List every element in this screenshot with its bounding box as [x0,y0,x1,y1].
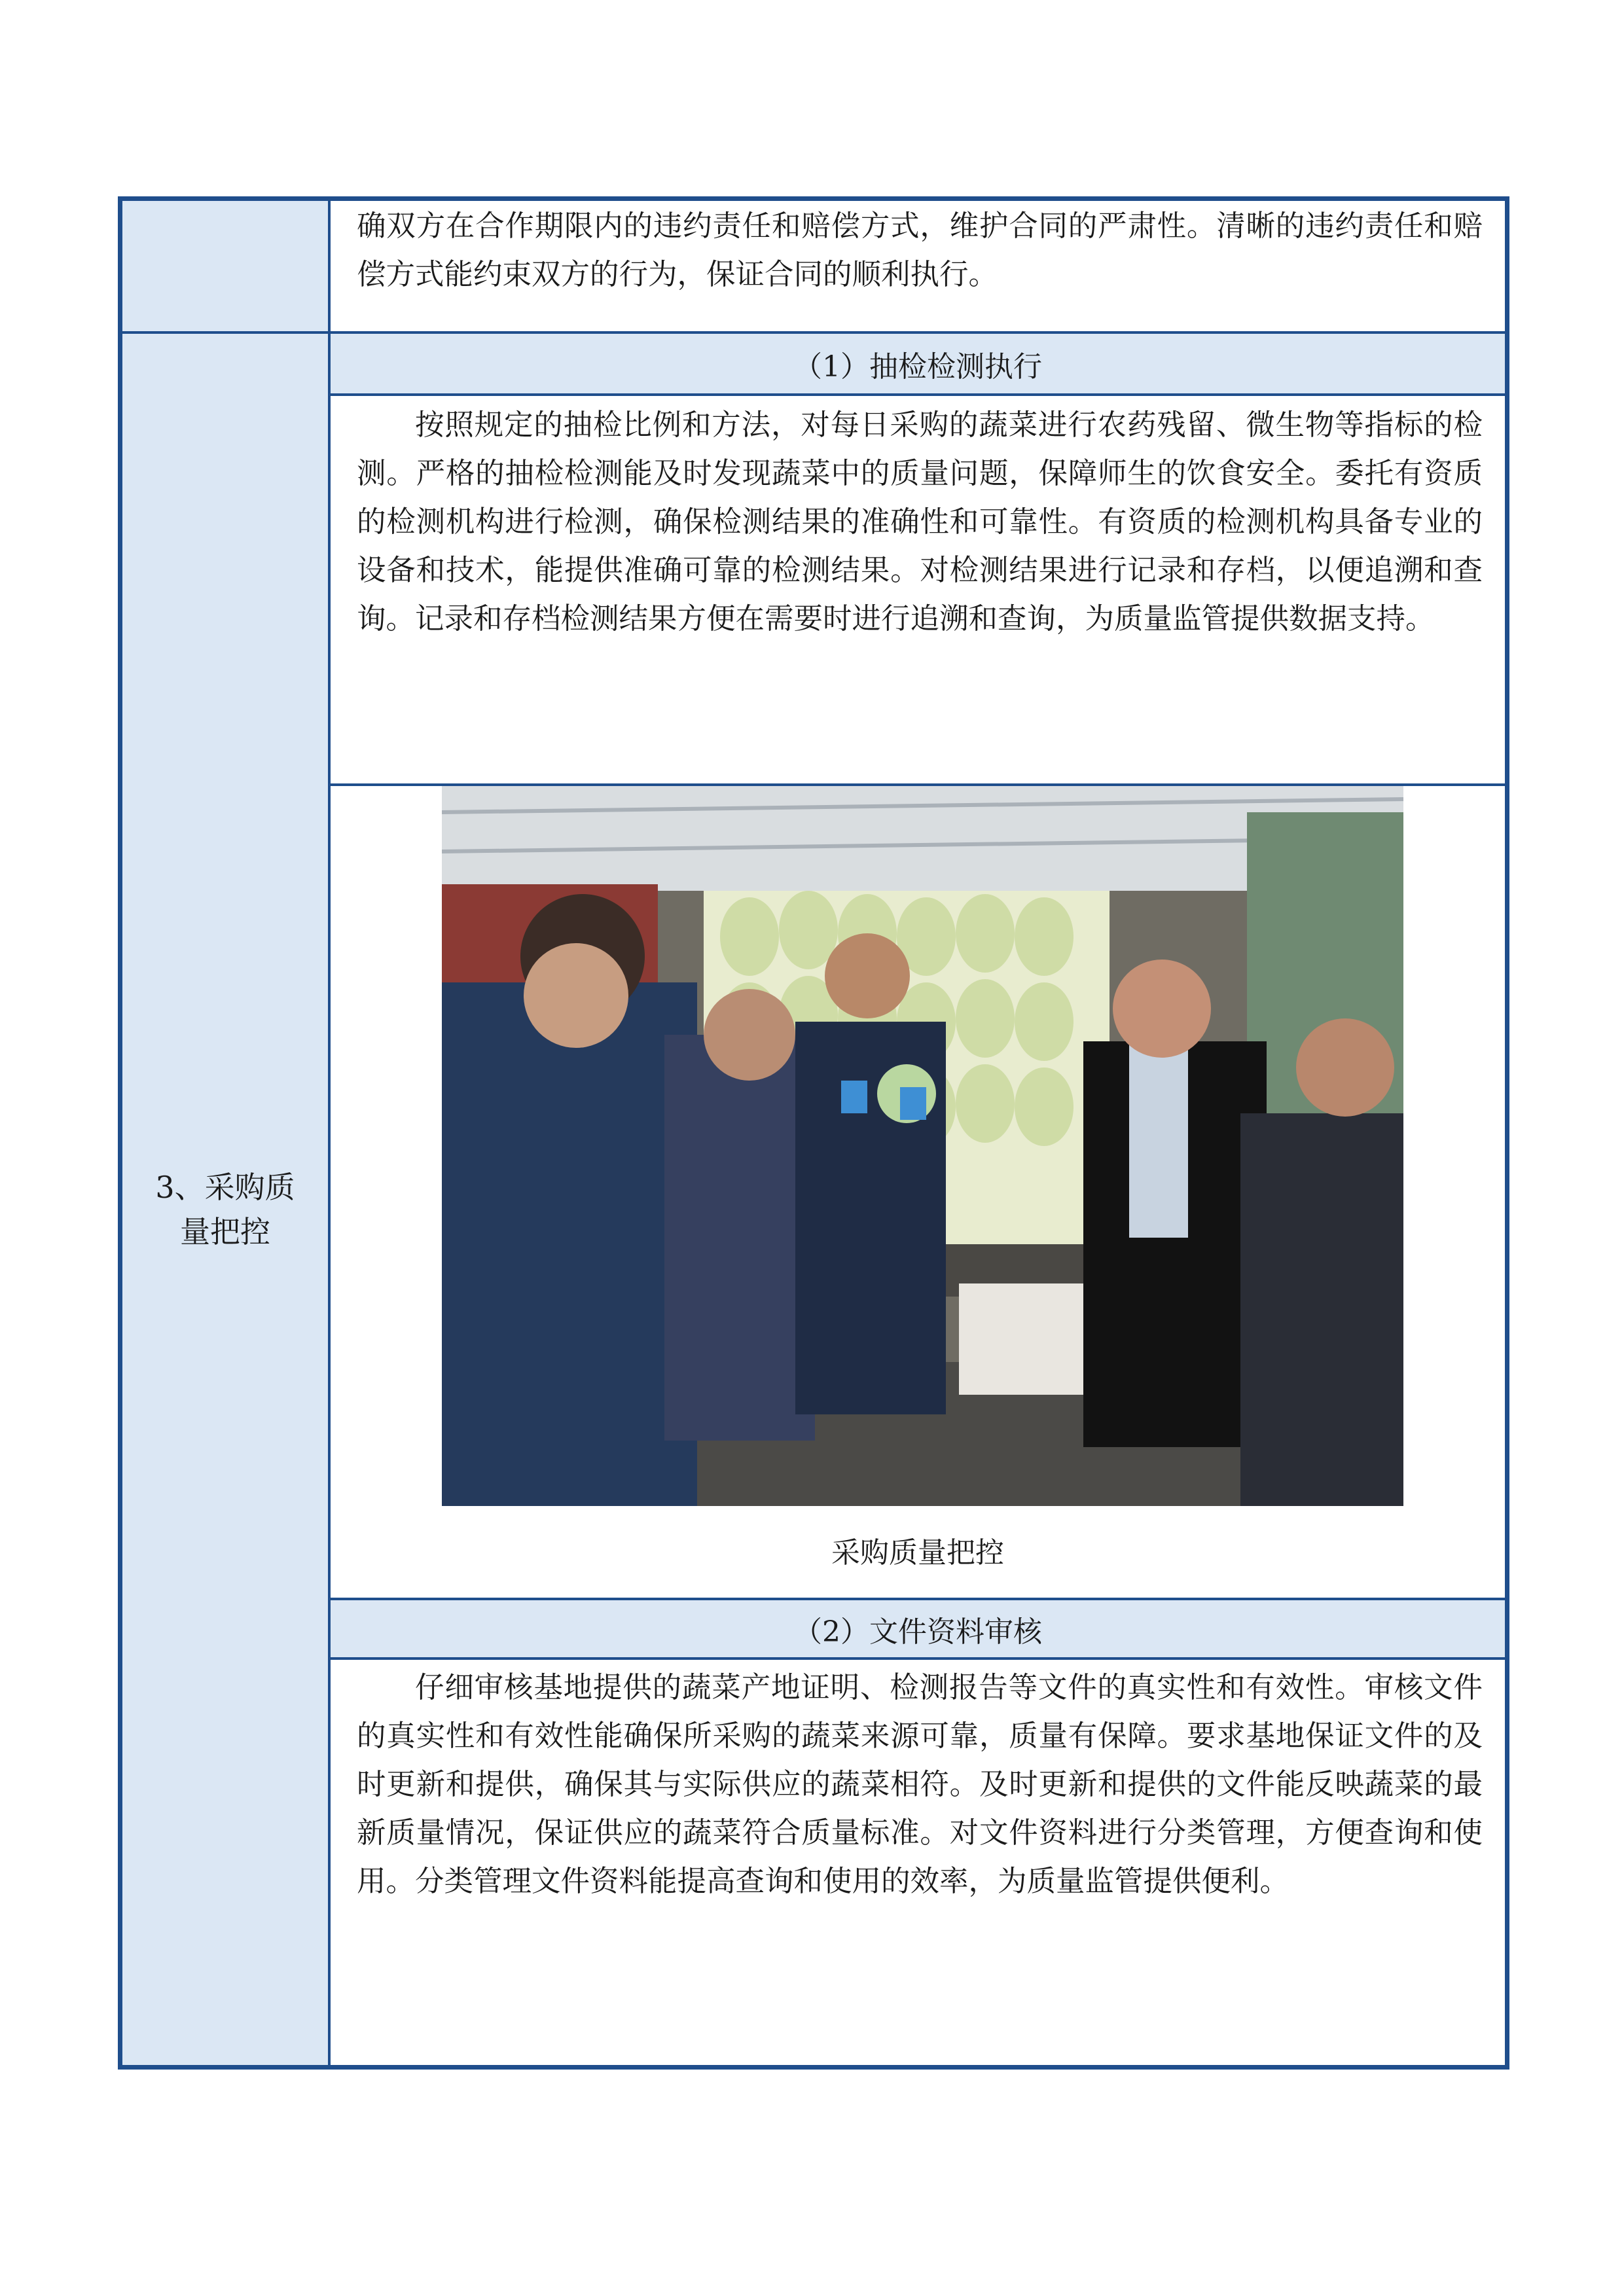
subsection-title-document-review: （2）文件资料审核 [331,1598,1505,1660]
procurement-inspection-photo [442,786,1403,1506]
document-review-paragraph: 仔细审核基地提供的蔬菜产地证明、检测报告等文件的真实性和有效性。审核文件的真实性和有效性能确保所采购的蔬菜来源可靠，质量有保障。要求基地保证文件的及时更新和提供，确保其与实际供应的蔬菜相符。及时更新和提供的文件能反映蔬菜的最新质量情况，保证供应的蔬菜符合质量标准。对文件资料进行分类管理，方便查询和使用。分类管理文件资料能提高查询和使用的效率，为质量监管提供便利。 [357,1671,1483,1898]
section-content-cell [331,334,1505,2065]
sampling-paragraph: 按照规定的抽检比例和方法，对每日采购的蔬菜进行农药残留、微生物等指标的检测。严格的抽检检测能及时发现蔬菜中的质量问题，保障师生的饮食安全。委托有资质的检测机构进行检测，确保检测结果的准确性和可靠性。有资质的检测机构具备专业的设备和技术，能提供准确可靠的检测结果。对检测结果进行记录和存档，以便追溯和查询。记录和存档检测结果方便在需要时进行追溯和查询，为质量监管提供数据支持。 [357,408,1483,636]
figure-caption: 采购质量把控 [831,1536,1004,1570]
section-label-cell [122,334,331,2065]
subsection-title-sampling: （1）抽检检测执行 [331,334,1505,396]
sampling-text-block [331,396,1505,786]
content-table [118,196,1509,2070]
document-review-text-block [331,1660,1505,2065]
continued-paragraph: 确双方在合作期限内的违约责任和赔偿方式，维护合同的严肃性。清晰的违约责任和赔偿方式能约束双方的行为，保证合同的顺利执行。 [357,209,1483,291]
left-label-cell-top [122,201,331,334]
figure-block [331,786,1505,1598]
continued-text-cell [331,201,1505,334]
section-label: 3、采购质量把控 [155,1169,295,1249]
